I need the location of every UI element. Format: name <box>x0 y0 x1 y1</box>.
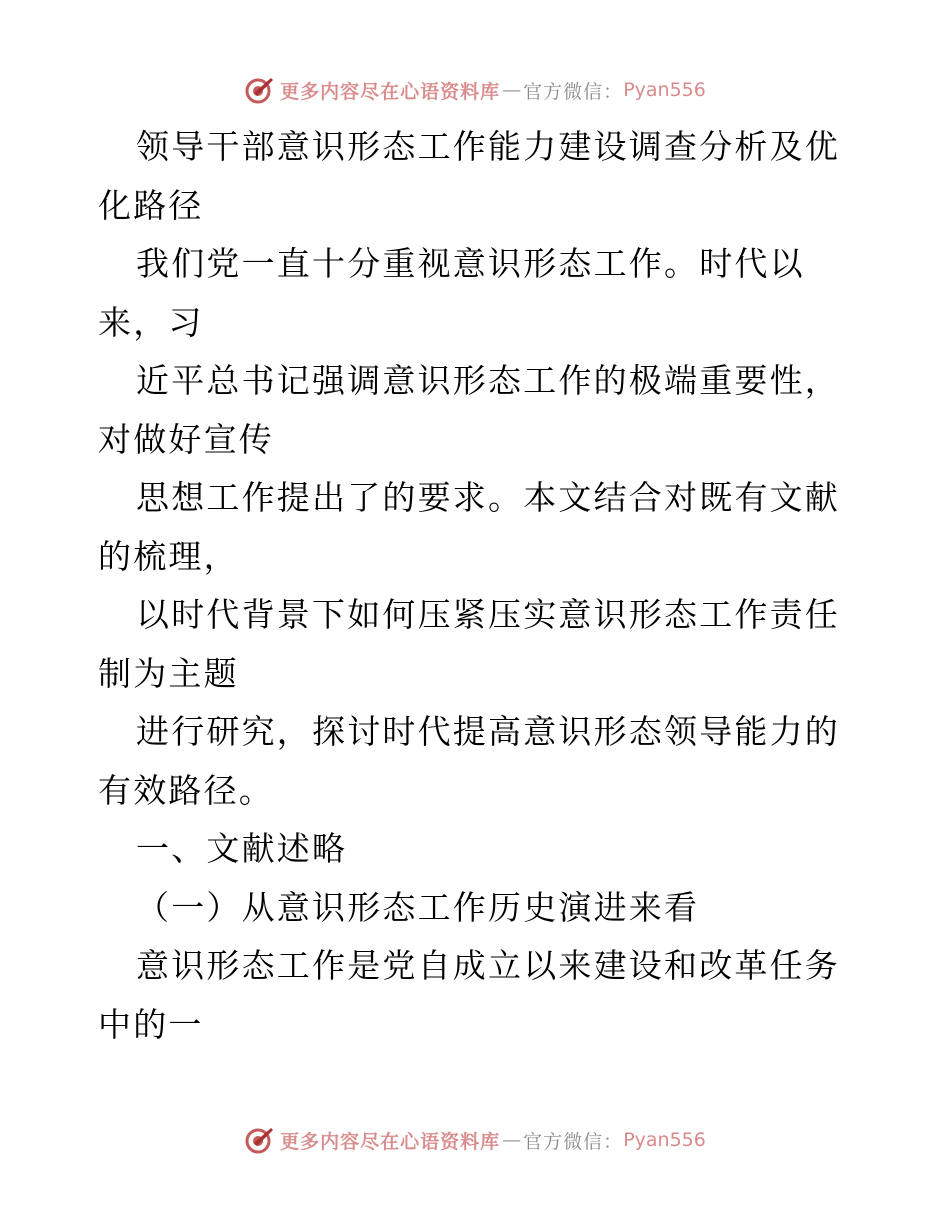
paragraph: 思想工作提出了的要求。本文结合对既有文献的梳理， <box>98 478 840 576</box>
quill-pen-logo-icon <box>244 75 274 105</box>
paragraph: 近平总书记强调意识形态工作的极端重要性，对做好宣传 <box>98 361 840 459</box>
paragraph: 以时代背景下如何压紧压实意识形态工作责任制为主题 <box>98 595 840 693</box>
footer-wechat-label: 官方微信： <box>523 1130 624 1153</box>
header-wechat-id: Pyan556 <box>623 79 706 101</box>
header-banner <box>0 72 950 108</box>
header-wechat-label: 官方微信： <box>523 80 624 103</box>
section-heading: 一、文献述略 <box>136 829 348 868</box>
paragraph: 我们党一直十分重视意识形态工作。时代以来，习 <box>98 244 805 342</box>
footer-wechat-id: Pyan556 <box>623 1129 706 1151</box>
subsection-heading: （一）从意识形态工作历史演进来看 <box>136 887 700 927</box>
document-title: 领导干部意识形态工作能力建设调查分析及优化路径 <box>98 127 840 225</box>
footer-brand-text: 更多内容尽在心语资料库 <box>280 1130 501 1153</box>
footer-separator: — <box>502 1129 522 1151</box>
quill-pen-logo-icon <box>244 1125 274 1155</box>
paragraph: 意识形态工作是党自成立以来建设和改革任务中的一 <box>98 946 840 1044</box>
footer-banner <box>0 1122 950 1158</box>
header-separator: — <box>502 79 522 101</box>
header-brand-text: 更多内容尽在心语资料库 <box>280 80 501 103</box>
document-body <box>98 118 858 1054</box>
paragraph: 进行研究，探讨时代提高意识形态领导能力的有效路径。 <box>98 712 840 810</box>
